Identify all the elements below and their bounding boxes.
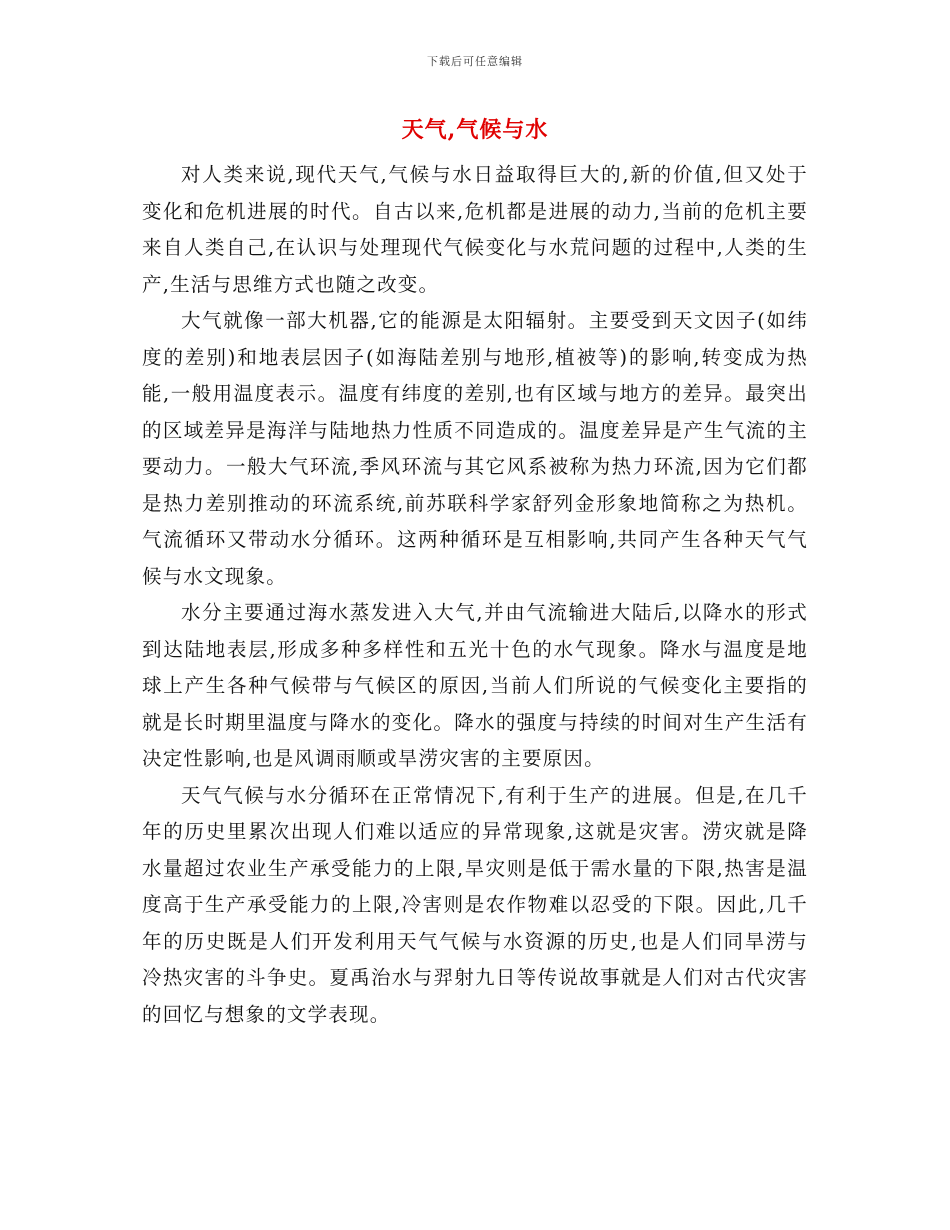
document-body [142,157,808,1033]
document-title: 天气,气候与水 [401,117,549,143]
paragraph-3: 水分主要通过海水蒸发进入大气,并由气流输进大陆后,以降水的形式到达陆地表层,形成多种多样性和五光十色的水气现象。降水与温度是地球上产生各种气候带与气候区的原因,当前人们所说的气候变化主要指的就是长时期里温度与降水的变化。降水的强度与持续的时间对生产生活有决定性影响,也是风调雨顺或旱涝灾害的主要原因。 [142,601,808,770]
paragraph-4: 天气气候与水分循环在正常情况下,有利于生产的进展。但是,在几千年的历史里累次出现人们难以适应的异常现象,这就是灾害。涝灾就是降水量超过农业生产承受能力的上限,旱灾则是低于需水量的下限,热害是温度高于生产承受能力的上限,冷害则是农作物难以忍受的下限。因此,几千年的历史既是人们开发利用天气气候与水资源的历史,也是人们同旱涝与冷热灾害的斗争史。夏禹治水与羿射九日等传说故事就是人们对古代灾害的回忆与想象的文学表现。 [142,783,808,1026]
header-note: 下载后可任意编辑 [427,55,523,68]
paragraph-1: 对人类来说,现代天气,气候与水日益取得巨大的,新的价值,但又处于变化和危机进展的时代。自古以来,危机都是进展的动力,当前的危机主要来自人类自己,在认识与处理现代气候变化与水荒问题的过程中,人类的生产,生活与思维方式也随之改变。 [142,163,808,296]
paragraph-2: 大气就像一部大机器,它的能源是太阳辐射。主要受到天文因子(如纬度的差别)和地表层因子(如海陆差别与地形,植被等)的影响,转变成为热能,一般用温度表示。温度有纬度的差别,也有区域与地方的差异。最突出的区域差异是海洋与陆地热力性质不同造成的。温度差异是产生气流的主要动力。一般大气环流,季风环流与其它风系被称为热力环流,因为它们都是热力差别推动的环流系统,前苏联科学家舒列金形象地简称之为热机。气流循环又带动水分循环。这两种循环是互相影响,共同产生各种天气气候与水文现象。 [142,309,808,588]
